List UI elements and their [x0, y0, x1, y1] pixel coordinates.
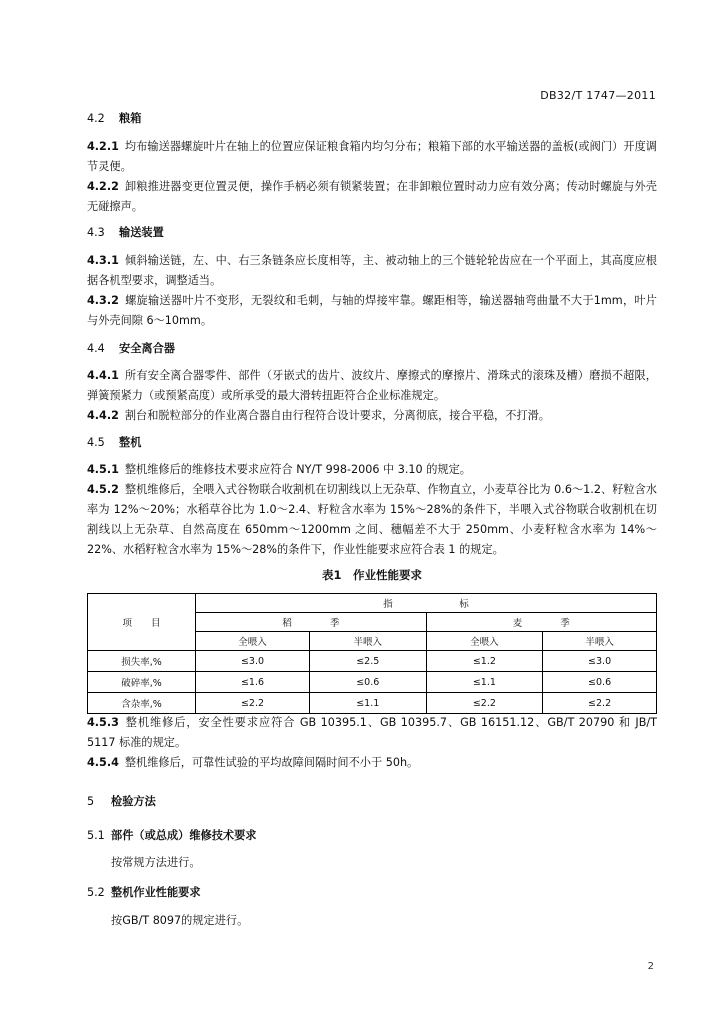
document-code: DB32/T 1747—2011 — [540, 89, 656, 102]
table-row — [88, 693, 657, 714]
table-cell: ≤3.0 — [196, 651, 310, 672]
section-5-1-body: 按常规方法进行。 — [111, 856, 201, 869]
table-cell: ≤2.2 — [543, 693, 657, 714]
clause-4-5-3 — [87, 713, 657, 753]
clause-text: 所有安全离合器零件、部件（牙嵌式的齿片、波纹片、摩擦式的摩擦片、滑珠式的滚珠及槽）磨损不超限，弹簧预紧力（或预紧高度）或所承受的最大滑转扭距符合企业标准规定。 — [87, 369, 657, 402]
clause-4-2-2 — [87, 177, 657, 217]
performance-table — [87, 593, 657, 714]
sub-header-rice-half-feed: 半喂入 — [309, 632, 426, 651]
table-cell: ≤2.5 — [309, 651, 426, 672]
section-number: 5.1 — [87, 829, 105, 842]
sub-header-wheat-full-feed: 全喂入 — [426, 632, 543, 651]
section-4-2-heading — [87, 109, 657, 129]
section-number: 4.4 — [87, 342, 105, 355]
section-number: 4.3 — [87, 226, 105, 239]
clause-4-5-1 — [87, 460, 657, 480]
clause-text: 螺旋输送器叶片不变形，无裂纹和毛刺，与轴的焊接牢靠。螺距相等，输送器轴弯曲量不大于1mm，叶片与外壳间隙 6～10mm。 — [87, 294, 657, 327]
section-title: 粮箱 — [119, 112, 142, 125]
section-5-heading — [87, 792, 657, 812]
table-cell: ≤2.2 — [196, 693, 310, 714]
table-row — [88, 672, 657, 693]
section-title: 部件（或总成）维修技术要求 — [111, 829, 257, 842]
row-label: 破碎率,% — [88, 672, 196, 693]
clause-text: 整机维修后，全喂入式谷物联合收割机在切割线以上无杂草、作物直立，小麦草谷比为 0.6～1.2、籽粒含水率为 12%～20%；水稻草谷比为 1.0～2.4、籽粒含水率为 15%～28%的条件下，半喂入式谷物联合收割机在切割线以上无杂草、自然高度在 650mm～1200mm 之间、穗幅差不大于 250mm、小麦籽粒含水率为 14%～22%、水稻籽粒含水率为 15%～28%的条件下，作业性能要求应符合表 1 的规定。 — [87, 483, 657, 556]
section-4-5-heading — [87, 433, 657, 453]
section-4-4-heading — [87, 339, 657, 359]
table-cell: ≤1.6 — [196, 672, 310, 693]
page-number: 2 — [647, 961, 654, 972]
clause-number: 4.5.4 — [87, 756, 119, 769]
table-cell: ≤1.2 — [426, 651, 543, 672]
clause-text: 整机维修后，可靠性试验的平均故障间隔时间不小于 50h。 — [124, 756, 419, 769]
table-cell: ≤0.6 — [309, 672, 426, 693]
clause-number: 4.4.1 — [87, 369, 119, 382]
clause-4-5-2 — [87, 480, 657, 560]
index-header: 指 标 — [196, 594, 657, 613]
row-label: 损失率,% — [88, 651, 196, 672]
section-title: 输送装置 — [119, 226, 164, 239]
clause-number: 4.5.3 — [87, 716, 119, 729]
section-title: 安全离合器 — [119, 342, 175, 355]
clause-number: 4.5.2 — [87, 483, 119, 496]
rice-season-header: 稻 季 — [196, 613, 426, 632]
wheat-season-header: 麦 季 — [426, 613, 656, 632]
section-4-3-heading — [87, 223, 657, 243]
clause-text: 整机维修后的维修技术要求应符合 NY/T 998-2006 中 3.10 的规定。 — [124, 463, 471, 476]
section-title: 整机 — [119, 436, 142, 449]
sub-header-wheat-half-feed: 半喂入 — [543, 632, 657, 651]
clause-4-3-2 — [87, 291, 657, 331]
clause-number: 4.2.1 — [87, 140, 119, 153]
item-header: 项 目 — [88, 594, 196, 651]
section-number: 4.5 — [87, 436, 105, 449]
clause-number: 4.3.2 — [87, 294, 119, 307]
table-cell: ≤1.1 — [426, 672, 543, 693]
clause-4-5-4 — [87, 753, 657, 773]
section-number: 5.2 — [87, 886, 105, 899]
table-cell: ≤1.1 — [309, 693, 426, 714]
clause-text: 割台和脱粒部分的作业离合器自由行程符合设计要求，分离彻底，接合平稳，不打滑。 — [124, 409, 550, 422]
clause-4-4-1 — [87, 366, 657, 406]
clause-number: 4.2.2 — [87, 180, 119, 193]
table-caption: 表1 作业性能要求 — [321, 568, 422, 582]
clause-4-2-1 — [87, 137, 657, 177]
section-5-1-heading — [87, 826, 657, 846]
clause-number: 4.4.2 — [87, 409, 119, 422]
table-cell: ≤0.6 — [543, 672, 657, 693]
sub-header-rice-full-feed: 全喂入 — [196, 632, 310, 651]
table-cell: ≤2.2 — [426, 693, 543, 714]
section-5-2-body: 按GB/T 8097的规定进行。 — [111, 914, 249, 927]
section-title: 检验方法 — [111, 795, 156, 808]
clause-4-4-2 — [87, 406, 657, 426]
table-row — [88, 651, 657, 672]
section-title: 整机作业性能要求 — [111, 886, 201, 899]
clause-number: 4.5.1 — [87, 463, 119, 476]
section-number: 5 — [87, 795, 95, 808]
section-number: 4.2 — [87, 112, 105, 125]
row-label: 含杂率,% — [88, 693, 196, 714]
clause-4-3-1 — [87, 251, 657, 291]
clause-text: 整机维修后，安全性要求应符合 GB 10395.1、GB 10395.7、GB 16151.12、GB/T 20790 和 JB/T 5117 标准的规定。 — [87, 716, 657, 749]
table-cell: ≤3.0 — [543, 651, 657, 672]
clause-text: 卸粮推进器变更位置灵便，操作手柄必须有锁紧装置；在非卸粮位置时动力应有效分离；传动时螺旋与外壳无碰擦声。 — [87, 180, 657, 213]
clause-number: 4.3.1 — [87, 254, 119, 267]
clause-text: 均布输送器螺旋叶片在轴上的位置应保证粮食箱内均匀分布；粮箱下部的水平输送器的盖板(或阀门）开度调节灵便。 — [87, 140, 657, 173]
section-5-2-heading — [87, 883, 657, 903]
clause-text: 倾斜输送链，左、中、右三条链条应长度相等，主、被动轴上的三个链轮轮齿应在一个平面上，其高度应根据各机型要求，调整适当。 — [87, 254, 657, 287]
